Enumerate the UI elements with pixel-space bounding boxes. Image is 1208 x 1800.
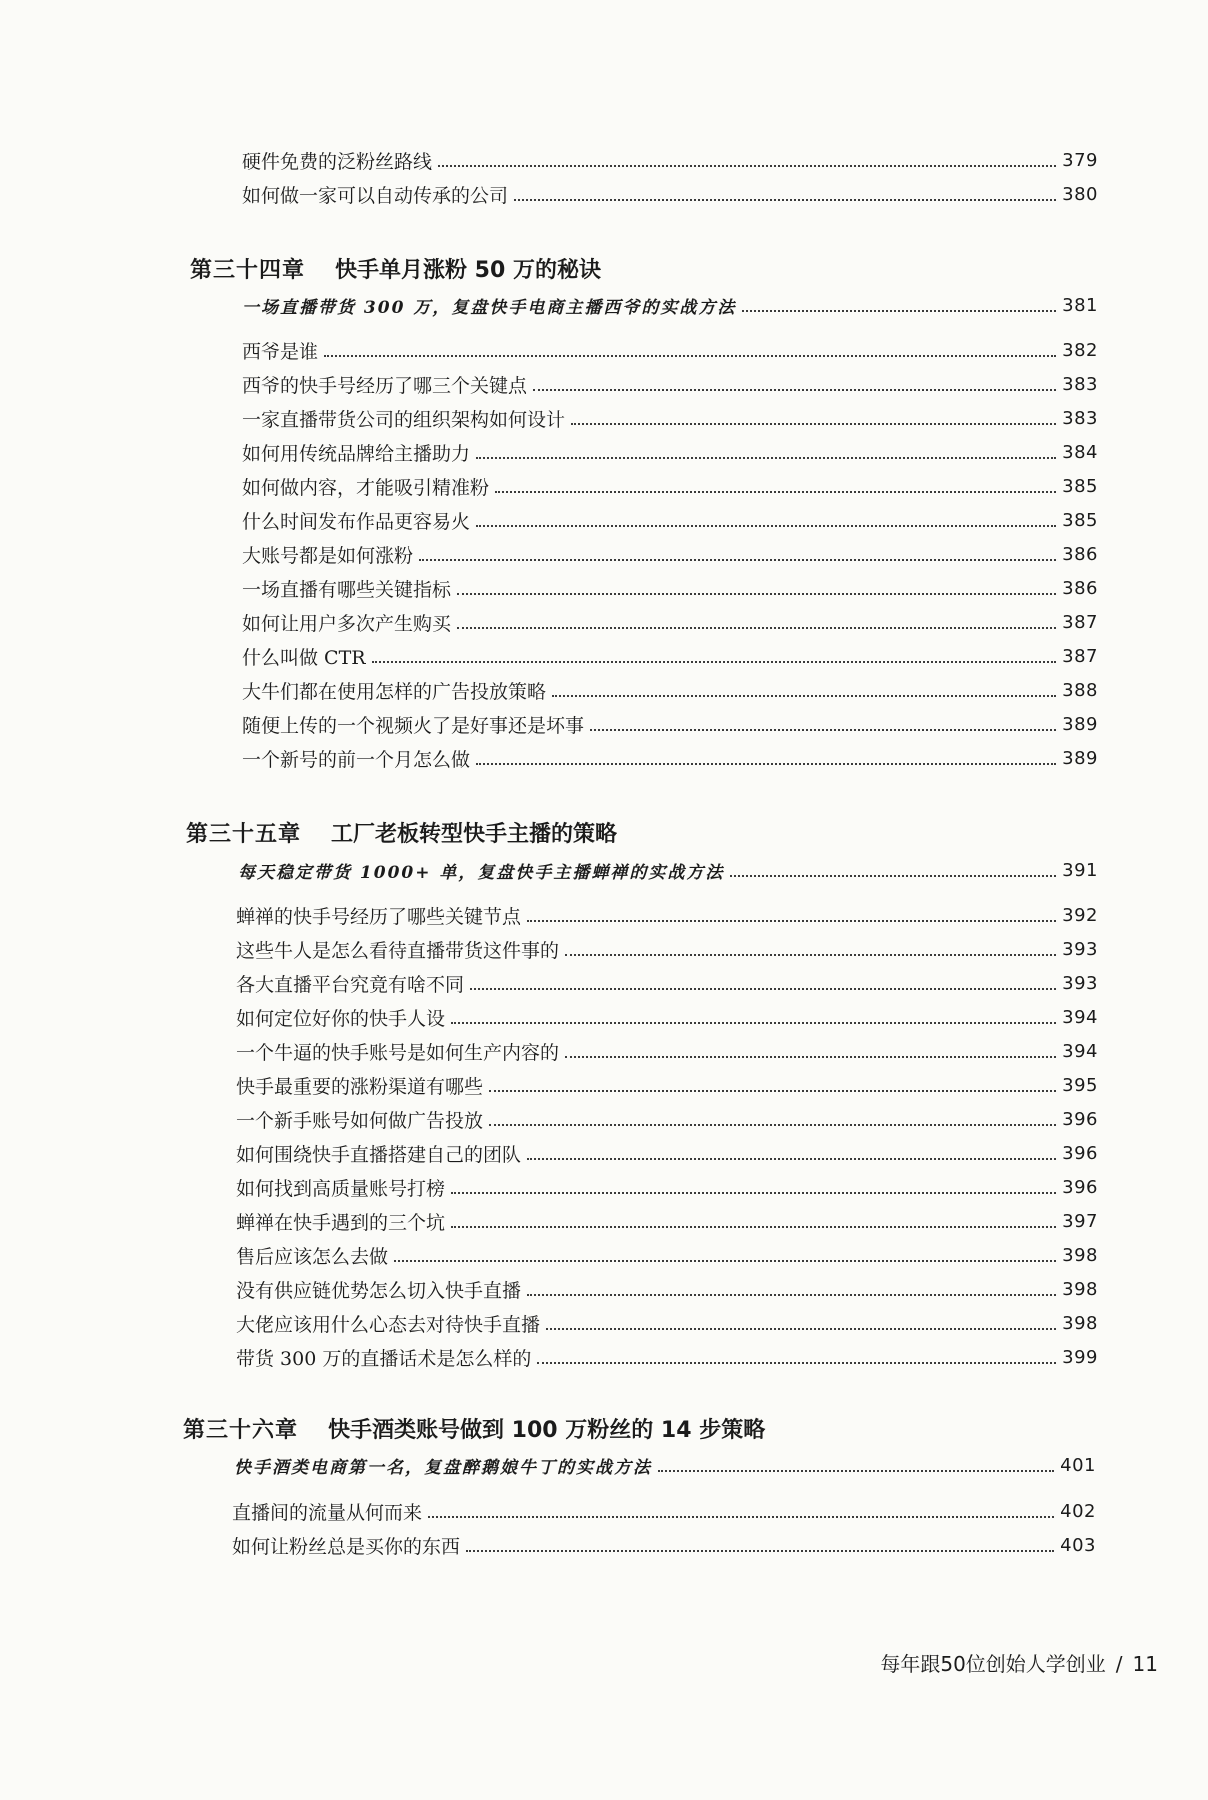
toc-entry-page-number: 397 [1062,1210,1098,1232]
toc-entry-page-number: 384 [1062,441,1098,463]
toc-entry-label: 西爷是谁 [242,340,319,363]
dot-leader [742,310,1056,312]
toc-entry-label: 如何围绕快手直播搭建自己的团队 [236,1143,522,1166]
toc-entry-label: 大佬应该用什么心态去对待快手直播 [236,1313,541,1336]
toc-entry [236,1306,1098,1340]
toc-entry-page-number: 389 [1062,713,1098,735]
toc-entry [236,1102,1098,1136]
toc-entry-label: 带货 300 万的直播话术是怎么样的 [236,1347,532,1370]
toc-entry-label: 一个牛逼的快手账号是如何生产内容的 [236,1041,560,1064]
dot-leader [565,954,1056,956]
toc-entry-page-number: 398 [1062,1278,1098,1300]
toc-entry [236,932,1098,966]
toc-entry-page-number: 389 [1062,747,1098,769]
toc-entry [242,143,1098,177]
toc-entry [232,1528,1096,1562]
toc-entry-page-number: 386 [1062,543,1098,565]
chapter-title: 快手酒类账号做到 100 万粉丝的 14 步策略 [328,1417,766,1443]
dot-leader [495,491,1056,493]
dot-leader [324,355,1056,357]
dot-leader [451,1192,1056,1194]
toc-entry-label: 什么时间发布作品更容易火 [242,510,471,533]
toc-entry [242,469,1098,503]
dot-leader [476,457,1056,459]
dot-leader [527,920,1056,922]
toc-entry [242,367,1098,401]
toc-entry [242,673,1098,707]
toc-entry-page-number: 380 [1062,183,1098,205]
dot-leader [527,1294,1056,1296]
toc-entry-page-number: 392 [1062,904,1098,926]
toc-entry-page-number: 394 [1062,1006,1098,1028]
toc-entry-page-number: 393 [1062,938,1098,960]
dot-leader [419,559,1056,561]
toc-entry [242,741,1098,775]
page-number: 11 [1132,1652,1158,1676]
toc-entry-label: 如何定位好你的快手人设 [236,1007,446,1030]
toc-entry [242,639,1098,673]
toc-entry [236,966,1098,1000]
toc-entry-label: 一家直播带货公司的组织架构如何设计 [242,408,566,431]
chapter-number: 第三十五章 [186,821,302,847]
toc-entry-page-number: 399 [1062,1346,1098,1368]
chapter-subtitle-page-number: 401 [1060,1454,1096,1476]
toc-entry-page-number: 382 [1062,339,1098,361]
dot-leader [451,1022,1056,1024]
toc-entry-label: 如何做一家可以自动传承的公司 [242,184,509,207]
toc-entry-page-number: 387 [1062,611,1098,633]
toc-entry [236,1340,1098,1374]
toc-entry [236,1204,1098,1238]
footer-separator: / [1115,1652,1123,1676]
chapter-subtitle-label: 每天稳定带货 1000+ 单，复盘快手主播蝉禅的实战方法 [238,862,725,883]
toc-entry-label: 各大直播平台究竟有啥不同 [236,973,465,996]
dot-leader [514,199,1056,201]
dot-leader [552,695,1056,697]
chapter-subtitle-label: 一场直播带货 300 万，复盘快手电商主播西爷的实战方法 [242,297,737,318]
toc-entry-label: 西爷的快手号经历了哪三个关键点 [242,374,528,397]
dot-leader [730,875,1056,877]
toc-entry-page-number: 388 [1062,679,1098,701]
book-title: 每年跟50位创始人学创业 [880,1652,1106,1676]
toc-entry-label: 蝉禅的快手号经历了哪些关键节点 [236,905,522,928]
toc-entry-label: 如何让用户多次产生购买 [242,612,452,635]
toc-entry [236,1000,1098,1034]
toc-entry [236,1272,1098,1306]
chapter-number: 第三十四章 [190,257,306,283]
dot-leader [476,525,1056,527]
toc-entry-page-number: 393 [1062,972,1098,994]
dot-leader [428,1516,1054,1518]
dot-leader [466,1550,1054,1552]
toc-entry-label: 蝉禅在快手遇到的三个坑 [236,1211,446,1234]
toc-entry-page-number: 385 [1062,509,1098,531]
toc-entry-label: 如何找到高质量账号打榜 [236,1177,446,1200]
dot-leader [527,1158,1056,1160]
toc-entry-page-number: 383 [1062,373,1098,395]
toc-entry-page-number: 396 [1062,1176,1098,1198]
toc-entry-label: 一个新手账号如何做广告投放 [236,1109,484,1132]
dot-leader [470,988,1056,990]
toc-entry [242,503,1098,537]
dot-leader [394,1260,1056,1262]
toc-entry-label: 硬件免费的泛粉丝路线 [242,150,433,173]
toc-entry [242,435,1098,469]
toc-entry [236,898,1098,932]
toc-entry-label: 什么叫做 CTR [242,646,366,669]
toc-entry [242,605,1098,639]
toc-entry-page-number: 396 [1062,1142,1098,1164]
chapter-heading [183,1409,765,1447]
toc-entry [236,1034,1098,1068]
toc-entry-page-number: 386 [1062,577,1098,599]
toc-entry [242,537,1098,571]
toc-entry-page-number: 402 [1060,1500,1096,1522]
chapter-subtitle [234,1448,1096,1482]
toc-entry-label: 售后应该怎么去做 [236,1245,389,1268]
chapter-heading [190,249,601,287]
toc-entry-label: 没有供应链优势怎么切入快手直播 [236,1279,522,1302]
toc-entry-page-number: 387 [1062,645,1098,667]
toc-entry-page-number: 383 [1062,407,1098,429]
dot-leader [658,1470,1054,1472]
chapter-subtitle [242,288,1098,322]
chapter-subtitle-page-number: 391 [1062,859,1098,881]
toc-entry-label: 随便上传的一个视频火了是好事还是坏事 [242,714,585,737]
toc-entry [242,333,1098,367]
dot-leader [438,165,1056,167]
toc-entry [236,1068,1098,1102]
dot-leader [571,423,1056,425]
toc-entry [232,1494,1096,1528]
toc-entry-label: 大牛们都在使用怎样的广告投放策略 [242,680,547,703]
toc-entry-label: 如何做内容，才能吸引精准粉 [242,476,490,499]
chapter-title: 快手单月涨粉 50 万的秘诀 [335,257,601,283]
toc-entry-label: 快手最重要的涨粉渠道有哪些 [236,1075,484,1098]
chapter-title: 工厂老板转型快手主播的策略 [331,821,618,847]
toc-entry [236,1136,1098,1170]
dot-leader [489,1090,1056,1092]
toc-entry-label: 一个新号的前一个月怎么做 [242,748,471,771]
dot-leader [489,1124,1056,1126]
toc-entry-page-number: 403 [1060,1534,1096,1556]
toc-entry [242,401,1098,435]
toc-entry-label: 直播间的流量从何而来 [232,1501,423,1524]
toc-entry-page-number: 395 [1062,1074,1098,1096]
toc-entry-page-number: 394 [1062,1040,1098,1062]
toc-entry-label: 这些牛人是怎么看待直播带货这件事的 [236,939,560,962]
dot-leader [546,1328,1056,1330]
dot-leader [537,1362,1056,1364]
toc-entry-label: 如何用传统品牌给主播助力 [242,442,471,465]
chapter-subtitle-page-number: 381 [1062,294,1098,316]
toc-entry-page-number: 398 [1062,1312,1098,1334]
dot-leader [457,627,1056,629]
dot-leader [457,593,1056,595]
dot-leader [533,389,1056,391]
toc-entry-page-number: 396 [1062,1108,1098,1130]
chapter-number: 第三十六章 [183,1417,299,1443]
toc-entry [236,1170,1098,1204]
toc-entry [242,177,1098,211]
dot-leader [476,763,1056,765]
chapter-subtitle-label: 快手酒类电商第一名，复盘醉鹅娘牛丁的实战方法 [234,1457,652,1478]
chapter-subtitle [238,853,1098,887]
toc-entry-label: 一场直播有哪些关键指标 [242,578,452,601]
toc-entry-label: 如何让粉丝总是买你的东西 [232,1535,461,1558]
toc-entry-page-number: 398 [1062,1244,1098,1266]
toc-entry [236,1238,1098,1272]
toc-entry-page-number: 385 [1062,475,1098,497]
toc-entry [242,571,1098,605]
toc-entry-page-number: 379 [1062,149,1098,171]
chapter-heading [186,813,617,851]
dot-leader [565,1056,1056,1058]
page-footer [880,1648,1158,1677]
dot-leader [590,729,1056,731]
dot-leader [451,1226,1056,1228]
toc-entry-label: 大账号都是如何涨粉 [242,544,414,567]
dot-leader [372,661,1057,663]
toc-entry [242,707,1098,741]
